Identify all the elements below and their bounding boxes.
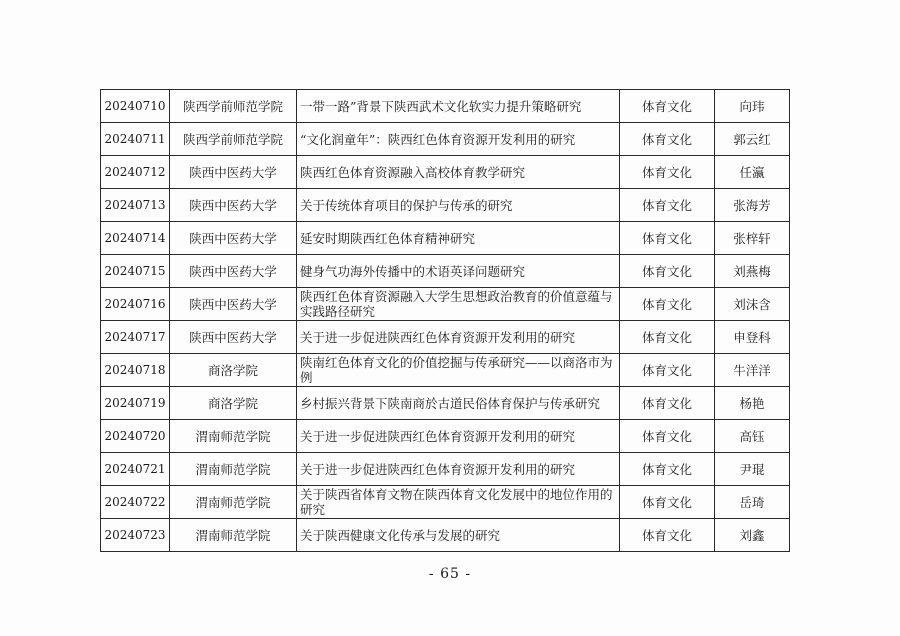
school-cell: 商洛学院 [170,354,297,387]
school-cell: 陕西中医药大学 [170,189,297,222]
school-cell: 渭南师范学院 [170,420,297,453]
table-row [101,453,790,486]
person-cell: 刘燕梅 [715,255,790,288]
table-row [101,123,790,156]
category-cell: 体育文化 [620,354,715,387]
person-cell: 申登科 [715,321,790,354]
page-number: - 65 - [428,566,472,582]
project-title-cell: 关于进一步促进陕西红色体育资源开发利用的研究 [297,453,620,486]
person-cell: 杨艳 [715,387,790,420]
project-title-cell: 关于陕西省体育文物在陕西体育文化发展中的地位作用的研究 [297,486,620,519]
project-id-cell: 20240716 [101,288,170,321]
table-row [101,90,790,123]
project-id-cell: 20240712 [101,156,170,189]
table-row [101,486,790,519]
category-cell: 体育文化 [620,255,715,288]
person-cell: 刘鑫 [715,519,790,552]
category-cell: 体育文化 [620,486,715,519]
project-id-cell: 20240717 [101,321,170,354]
category-cell: 体育文化 [620,90,715,123]
person-cell: 向玮 [715,90,790,123]
project-title-cell: 一带一路”背景下陕西武术文化软实力提升策略研究 [297,90,620,123]
person-cell: 张海芳 [715,189,790,222]
project-title-cell: 延安时期陕西红色体育精神研究 [297,222,620,255]
category-cell: 体育文化 [620,453,715,486]
category-cell: 体育文化 [620,222,715,255]
project-title-cell: 关于进一步促进陕西红色体育资源开发利用的研究 [297,321,620,354]
table-body [101,90,790,552]
person-cell: 刘沫含 [715,288,790,321]
person-cell: 郭云红 [715,123,790,156]
school-cell: 陕西中医药大学 [170,288,297,321]
school-cell: 渭南师范学院 [170,486,297,519]
project-title-cell: 陕西红色体育资源融入高校体育教学研究 [297,156,620,189]
table-row [101,321,790,354]
table-row [101,420,790,453]
project-title-cell: 陕南红色体育文化的价值挖掘与传承研究——以商洛市为例 [297,354,620,387]
category-cell: 体育文化 [620,123,715,156]
project-title-cell: 关于进一步促进陕西红色体育资源开发利用的研究 [297,420,620,453]
project-id-cell: 20240715 [101,255,170,288]
category-cell: 体育文化 [620,156,715,189]
category-cell: 体育文化 [620,321,715,354]
category-cell: 体育文化 [620,387,715,420]
school-cell: 渭南师范学院 [170,519,297,552]
project-title-cell: 关于陕西健康文化传承与发展的研究 [297,519,620,552]
project-id-cell: 20240713 [101,189,170,222]
project-id-cell: 20240710 [101,90,170,123]
school-cell: 陕西学前师范学院 [170,90,297,123]
table-row [101,255,790,288]
table-row [101,387,790,420]
school-cell: 陕西中医药大学 [170,222,297,255]
school-cell: 陕西中医药大学 [170,321,297,354]
table-row [101,222,790,255]
person-cell: 牛洋洋 [715,354,790,387]
project-id-cell: 20240722 [101,486,170,519]
school-cell: 陕西中医药大学 [170,156,297,189]
table-row [101,156,790,189]
person-cell: 张梓轩 [715,222,790,255]
category-cell: 体育文化 [620,519,715,552]
project-id-cell: 20240719 [101,387,170,420]
project-id-cell: 20240714 [101,222,170,255]
person-cell: 尹琨 [715,453,790,486]
project-id-cell: 20240723 [101,519,170,552]
project-title-cell: “文化润童年”：陕西红色体育资源开发利用的研究 [297,123,620,156]
project-title-cell: 陕西红色体育资源融入大学生思想政治教育的价值意蕴与实践路径研究 [297,288,620,321]
category-cell: 体育文化 [620,288,715,321]
category-cell: 体育文化 [620,189,715,222]
school-cell: 商洛学院 [170,387,297,420]
table-row [101,189,790,222]
project-title-cell: 健身气功海外传播中的术语英译问题研究 [297,255,620,288]
project-id-cell: 20240720 [101,420,170,453]
project-id-cell: 20240721 [101,453,170,486]
school-cell: 渭南师范学院 [170,453,297,486]
category-cell: 体育文化 [620,420,715,453]
project-id-cell: 20240711 [101,123,170,156]
school-cell: 陕西中医药大学 [170,255,297,288]
project-id-cell: 20240718 [101,354,170,387]
table-row [101,354,790,387]
project-table [100,89,790,552]
table-row [101,519,790,552]
person-cell: 岳琦 [715,486,790,519]
table-row [101,288,790,321]
person-cell: 高钰 [715,420,790,453]
school-cell: 陕西学前师范学院 [170,123,297,156]
person-cell: 任瀛 [715,156,790,189]
project-title-cell: 乡村振兴背景下陕南商於古道民俗体育保护与传承研究 [297,387,620,420]
project-title-cell: 关于传统体育项目的保护与传承的研究 [297,189,620,222]
